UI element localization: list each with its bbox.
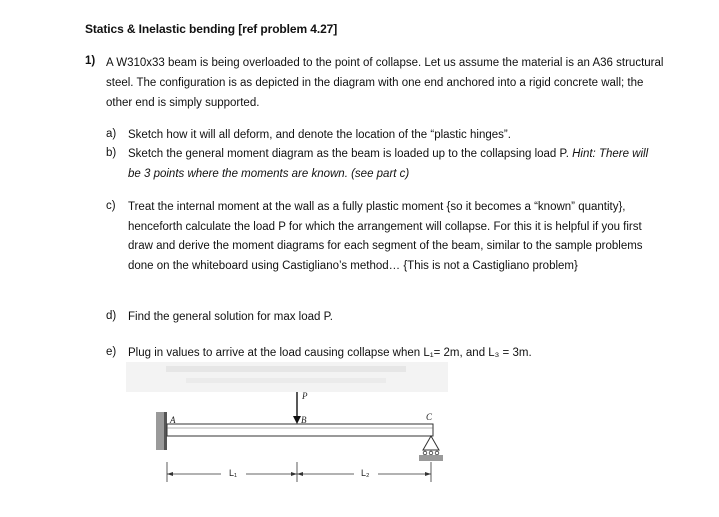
part-d-letter: d) xyxy=(106,310,117,322)
part-e-text: Plug in values to arrive at the load causing collapse when L₁= 2m, and L₃ = 3m. xyxy=(128,347,532,359)
dim-arrow xyxy=(297,472,303,476)
dim-arrow xyxy=(291,472,297,476)
roller xyxy=(435,451,439,455)
label-a: A xyxy=(170,415,176,425)
label-c: C xyxy=(426,412,433,422)
dim-arrow xyxy=(167,472,173,476)
label-b: B xyxy=(301,415,307,425)
dim-label-1: L₁ xyxy=(229,468,238,478)
part-a-text: Sketch how it will all deform, and denote the location of the “plastic hinges”. xyxy=(128,129,511,141)
beam-diagram xyxy=(126,362,448,502)
question-number: 1) xyxy=(85,55,96,67)
load-arrow-head xyxy=(293,416,301,424)
part-c-letter: c) xyxy=(106,200,116,212)
part-c-text: Treat the internal moment at the wall as a fully plastic moment {so it becomes a “known” quantity}, henceforth calculate the load P for which the arrangement will collapse. For this it is helpful if you first draw and derive the moment diagrams for each segment of the beam, similar to the sample problems done on the whiteboard using Castigliano’s method… {This is not a Castigliano problem} xyxy=(128,201,643,272)
pin-support xyxy=(423,436,439,450)
beam xyxy=(167,424,433,436)
load-label: P xyxy=(302,391,308,401)
part-b-text xyxy=(128,145,658,184)
roller xyxy=(429,451,433,455)
part-a-letter: a) xyxy=(106,128,117,140)
beam-diagram-graphic xyxy=(126,362,448,502)
document-title: Statics & Inelastic bending [ref problem 4.27] xyxy=(85,22,338,36)
part-b-hint: Hint: There will be 3 points where the moments are known. (see part c) xyxy=(128,148,649,180)
scan-artifact xyxy=(186,378,386,383)
part-e-letter: e) xyxy=(106,346,117,358)
question-text: A W310x33 beam is being overloaded to the point of collapse. Let us assume the material is an A36 structural steel. The configuration is as depicted in the diagram with one end anchored into a rigid concrete wall; the other end is simply supported. xyxy=(106,57,664,109)
scan-artifact xyxy=(166,366,406,372)
ground xyxy=(419,455,443,461)
dim-arrow xyxy=(425,472,431,476)
part-d-text: Find the general solution for max load P. xyxy=(128,311,333,323)
part-b-letter: b) xyxy=(106,147,117,159)
dim-label-2: L₂ xyxy=(361,468,370,478)
roller xyxy=(423,451,427,455)
part-b-body: Sketch the general moment diagram as the beam is loaded up to the collapsing load P. xyxy=(128,148,569,160)
